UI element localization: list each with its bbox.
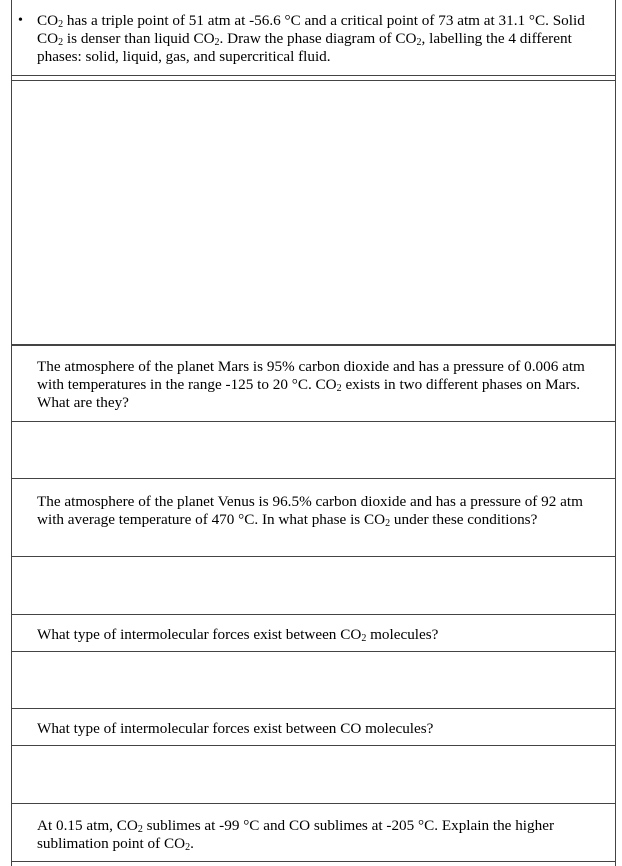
- bullet-icon: •: [18, 13, 23, 28]
- question-2-text: The atmosphere of the planet Mars is 95% carbon dioxide and has a pressure of 0.006 atm with temperatures in the range -125 to 20 °C. $CO_2$ exists in two different phases on Mars. What are they?: [37, 358, 585, 411]
- question-3-text: The atmosphere of the planet Venus is 96.5% carbon dioxide and has a pressure of 92 atm with average temperature of 470 °C. In what phase is $CO_2$ under these conditions?: [37, 493, 583, 529]
- answer-box-2[interactable]: [11, 421, 616, 479]
- answer-box-3[interactable]: [11, 556, 616, 615]
- answer-box-4[interactable]: [11, 651, 616, 709]
- divider: [11, 861, 616, 862]
- question-6-text: At 0.15 atm, $CO_2$ sublimes at -99 °C and CO sublimes at -205 °C. Explain the higher sublimation point of $CO_2$.: [37, 817, 555, 853]
- divider: [11, 75, 616, 76]
- divider: [11, 345, 616, 346]
- answer-box-1[interactable]: [11, 80, 616, 345]
- question-4-text: What type of intermolecular forces exist between $CO_2$ molecules?: [37, 626, 439, 644]
- question-5-text: What type of intermolecular forces exist between CO molecules?: [37, 720, 434, 737]
- answer-box-5[interactable]: [11, 745, 616, 804]
- question-1-text: $CO_2$ has a triple point of 51 atm at -56.6 °C and a critical point of 73 atm at 31.1 °C. Solid $CO_2$ is denser than liquid $CO_2$. Draw the phase diagram of $CO_2$, labelling the 4 different phases: solid, liquid, gas, and supercritical fluid.: [37, 12, 585, 65]
